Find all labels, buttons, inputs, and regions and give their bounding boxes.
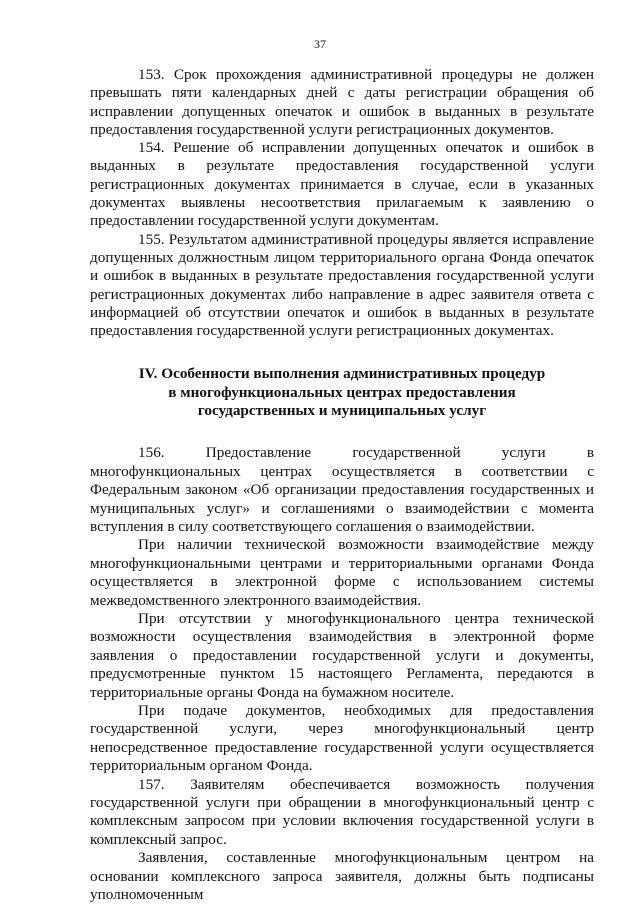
document-body: [90, 66, 594, 905]
section-body: [90, 444, 594, 904]
paragraph-direct-provision: При подаче документов, необходимых для предоставления государственной услуги, через многофункциональный центр непосредственное предоставление государственной услуги осуществляется территориальным органом Фонда.: [90, 702, 594, 775]
paragraph-153: 153. Срок прохождения административной процедуры не должен превышать пяти календарных дней с даты регистрации обращения об исправлении допущенных опечаток и ошибок в выданных в результате предоставления государственной услуги регистрационных документов.: [90, 66, 594, 138]
page-number: 37: [314, 37, 326, 51]
paragraph-156: 156. Предоставление государственной услуги в многофункциональных центрах осуществляется в соответствии с Федеральным законом «Об организации предоставления государственных и муниципальных услуг» и соглашениями о взаимодействии с момента вступления в силу соответствующего соглашения о взаимодействии.: [90, 444, 594, 535]
paragraph-electronic-interaction: При наличии технической возможности взаимодействие между многофункциональными центрами и территориальными органами Фонда осуществляется в электронной форме с использованием системы межведомственного электронного взаимодействия.: [90, 536, 594, 609]
section-heading-line-1: IV. Особенности выполнения административных процедур: [138, 365, 546, 383]
paragraph-paper-transfer: При отсутствии у многофункционального центра технической возможности осуществления взаимодействия в электронной форме заявления о предоставлении государственной услуги и документы, предусмотренные пунктом 15 настоящего Регламента, передаются в территориальные органы Фонда на бумажном носителе.: [90, 610, 594, 701]
paragraph-155: 155. Результатом административной процедуры является исправление допущенных должностным лицом территориального органа Фонда опечаток и ошибок в выданных в результате предоставления государственной услуги регистрационных документах либо направление в адрес заявителя ответа с информацией об отсутствии опечаток и ошибок в выданных в результате предоставления государственной услуги регистрационных документах.: [90, 230, 594, 340]
paragraph-154: 154. Решение об исправлении допущенных опечаток и ошибок в выданных в результате предоставления государственной услуги регистрационных документах принимается в случае, если в указанных документах выявлены несоответствия прилагаемым к заявлению о предоставлении государственной услуги документам.: [90, 139, 594, 230]
section-heading-line-2: в многофункциональных центрах предоставления: [168, 383, 516, 401]
paragraph-157: 157. Заявителям обеспечивается возможность получения государственной услуги при обращении в многофункциональный центр с комплексным запросом при условии включения государственной услуги в комплексный запрос.: [90, 775, 594, 848]
paragraph-complex-request: Заявления, составленные многофункциональным центром на основании комплексного запроса заявителя, должны быть подписаны уполномоченным: [90, 849, 594, 904]
section-heading-line-3: государственных и муниципальных услуг: [197, 402, 487, 420]
section-heading: [90, 365, 594, 420]
